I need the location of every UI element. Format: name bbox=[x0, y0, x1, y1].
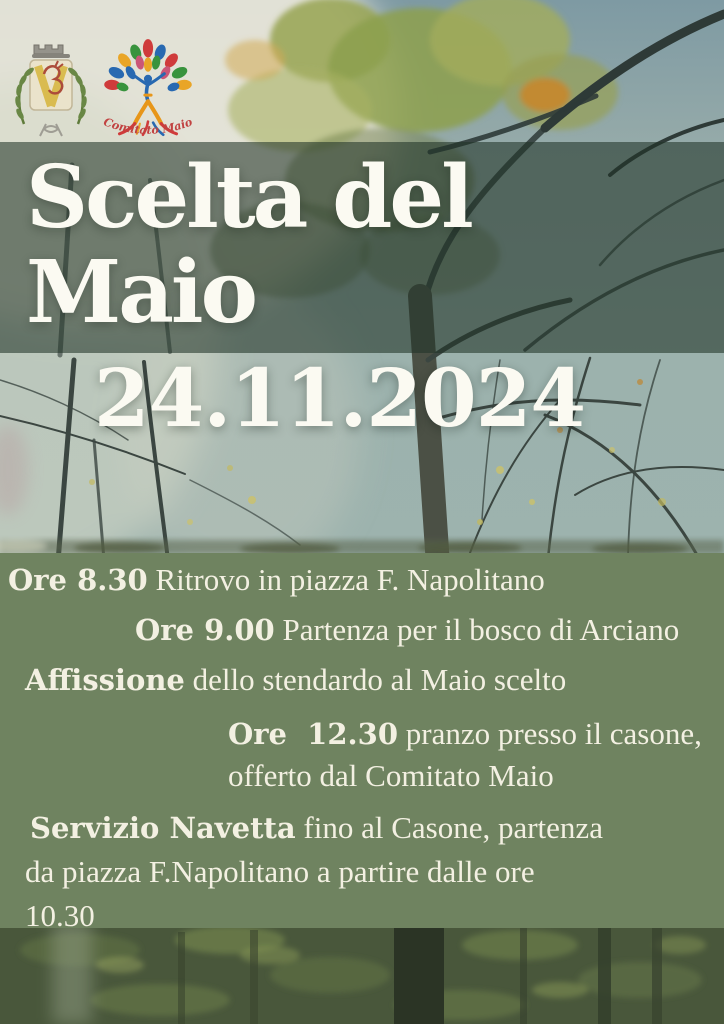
schedule-line bbox=[8, 561, 724, 599]
schedule-line bbox=[25, 897, 724, 935]
schedule-line bbox=[30, 809, 724, 847]
event-title bbox=[0, 142, 724, 343]
event-title-line2: Maio bbox=[26, 242, 255, 343]
schedule-label: Servizio Navetta bbox=[30, 811, 296, 845]
event-title-line1: Scelta del bbox=[26, 147, 471, 248]
schedule-time: Ore 9.00 bbox=[135, 613, 275, 647]
schedule-label: Affissione bbox=[25, 663, 185, 697]
schedule-text: dello stendardo al Maio scelto bbox=[184, 662, 567, 697]
comitato-maio-logo-text: Comitato Maio bbox=[101, 114, 195, 137]
schedule-text: Partenza per il bosco di Arciano bbox=[274, 612, 680, 647]
schedule-band bbox=[0, 553, 724, 933]
comitato-maio-logo bbox=[92, 34, 204, 144]
forest-floor bbox=[0, 920, 724, 1024]
schedule-time: Ore 8.30 bbox=[8, 563, 148, 597]
schedule-text: offerto dal Comitato Maio bbox=[228, 758, 554, 793]
schedule-text: da piazza F.Napolitano a partire dalle ore bbox=[25, 854, 535, 889]
schedule-text: fino al Casone, partenza bbox=[295, 810, 603, 845]
schedule-text: pranzo presso il casone, bbox=[398, 716, 702, 751]
schedule-line bbox=[25, 661, 724, 699]
schedule-line bbox=[228, 715, 724, 753]
shield-icon bbox=[30, 60, 72, 110]
schedule-text: Ritrovo in piazza F. Napolitano bbox=[147, 562, 545, 597]
schedule-line bbox=[228, 757, 724, 795]
tree-person-icon bbox=[132, 74, 165, 124]
title-band bbox=[0, 142, 724, 353]
mural-crown-icon bbox=[32, 45, 70, 58]
schedule-line bbox=[135, 611, 724, 649]
municipal-coat-of-arms-logo bbox=[6, 34, 96, 140]
event-date: 24.11.2024 bbox=[94, 351, 586, 445]
schedule-time: Ore 12.30 bbox=[228, 717, 398, 751]
svg-text:Comitato Maio bbox=[102, 114, 195, 137]
schedule-text: 10.30 bbox=[25, 898, 95, 933]
schedule-line bbox=[25, 853, 724, 891]
